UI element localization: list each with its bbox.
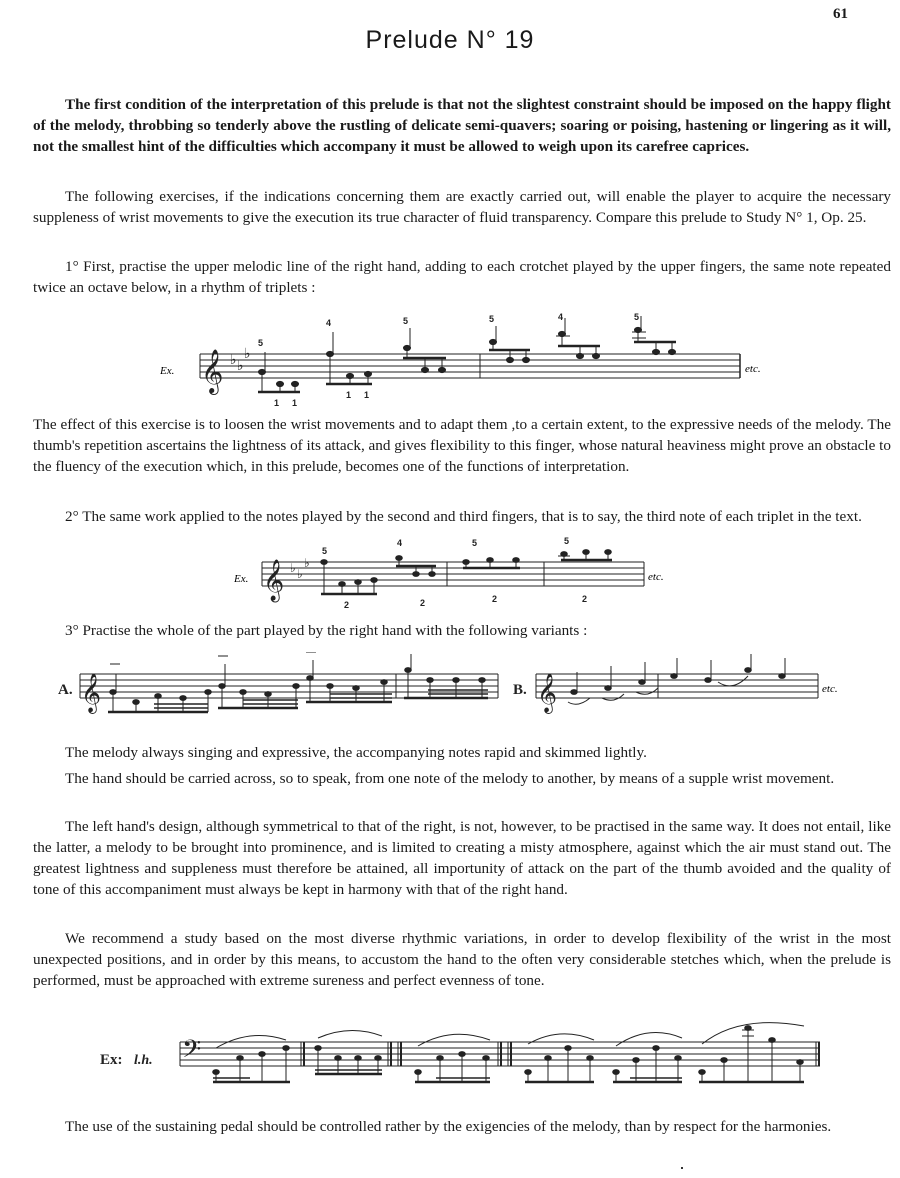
treble-clef-icon: 𝄞: [81, 673, 102, 713]
treble-clef-icon: 𝄞: [263, 560, 285, 601]
fingering-label: 5: [472, 538, 478, 548]
fingering-label: 5: [489, 314, 495, 324]
flat-icon: ♭: [244, 347, 251, 362]
paragraph-exercise-3: 3° Practise the whole of the part played by the right hand with the following variants :: [65, 622, 588, 639]
flat-icon: ♭: [230, 353, 237, 368]
music-example-3: [58, 652, 858, 732]
paragraph-left-hand: The left hand's design, although symmetrical to that of the right, is not, however, to be practised in the same way. It does not entail, like the latter, a melody to be brought into prominence, and is limited to creating a misty atmosphere, against which the air must stand out. The greatest lightness and suppleness must therefore be attained, all importunity of attack on the part of the thumb avoided and the quality of tone of this accompaniment must always be kept in harmony with that of the right hand.: [33, 818, 891, 898]
paragraph-exercise-2: 2° The same work applied to the notes played by the second and third fingers, that is to say, the third note of each triplet in the text.: [65, 508, 862, 525]
flat-icon: ♭: [237, 359, 244, 374]
page-number: 61: [833, 6, 848, 22]
fingering-label: 4: [326, 318, 332, 328]
fingering-label: 2: [420, 598, 426, 608]
fingering-label: 1: [346, 390, 352, 400]
fingering-label: 2: [492, 594, 498, 604]
flat-icon: ♭: [297, 567, 303, 581]
paragraph-exercises: The following exercises, if the indications concerning them are exactly carried out, will enable the player to acquire the necessary suppleness of wrist movements to give the execution its true character of fluid transparency. Compare this prelude to Study N° 1, Op. 25.: [33, 188, 891, 226]
music-example-2: [234, 536, 694, 612]
paragraph-pedal: The use of the sustaining pedal should be controlled rather by the exigencies of the melody, than by respect for the harmonies.: [65, 1118, 832, 1135]
example-2-etc: etc.: [648, 571, 664, 583]
page-title: Prelude N° 19: [365, 26, 535, 54]
treble-clef-icon: 𝄞: [537, 673, 558, 713]
fingering-label: 5: [403, 316, 409, 326]
fingering-label: 1: [364, 390, 370, 400]
paragraph-recommend: We recommend a study based on the most diverse rhythmic variations, in order to develop flexibility of the wrist in the most unexpected positions, and in order by this means, to accustom the hand to the often very considerable stetches which, when the prelude is performed, must be approached with extreme sureness and perfect evenness of tone.: [33, 930, 891, 989]
treble-clef-icon: 𝄞: [201, 349, 224, 393]
flat-icon: ♭: [304, 556, 310, 570]
variant-a-label: A.: [58, 682, 73, 698]
example-2-label: Ex.: [234, 573, 249, 585]
fingering-label: 2: [582, 594, 588, 604]
bass-clef-icon: 𝄢: [182, 1035, 202, 1070]
flat-icon: ♭: [290, 561, 296, 575]
example-3-etc: etc.: [822, 683, 838, 695]
paragraph-effect: The effect of this exercise is to loosen the wrist movements and to adapt them ,to a certain extent, to the expressive needs of the melody. The thumb's repetition ascertains the lightness of its attack, and gives flexibility to this finger, whose natural heaviness might prove an obstacle to the fluency of the execution which, in this prelude, becomes one of the functions of interpretation.: [33, 416, 891, 475]
fingering-label: 1: [292, 398, 298, 408]
fingering-label: 2: [344, 600, 350, 610]
fingering-label: 4: [397, 538, 403, 548]
fingering-label: 5: [634, 312, 640, 322]
fingering-label: 5: [258, 338, 264, 348]
paragraph-exercise-1: 1° First, practise the upper melodic line of the right hand, adding to each crotchet played by the upper fingers, the same note repeated twice an octave below, in a rhythm of triplets :: [33, 258, 891, 296]
fingering-label: 1: [274, 398, 280, 408]
example-4-label: Ex:: [100, 1052, 123, 1068]
paragraph-melody: The melody always singing and expressive, the accompanying notes rapid and skimmed lightly.: [65, 744, 647, 761]
left-hand-label: l.h.: [134, 1053, 153, 1068]
fingering-label: 4: [558, 312, 564, 322]
variant-b-label: B.: [513, 682, 527, 698]
paragraph-hand-carry: The hand should be carried across, so to speak, from one note of the melody to another, by means of a supple wrist movement.: [65, 770, 835, 787]
music-example-1: [160, 312, 780, 412]
fingering-label: 5: [322, 546, 328, 556]
example-1-label: Ex.: [160, 365, 175, 377]
paragraph-intro: The first condition of the interpretation of this prelude is that not the slightest constraint should be imposed on the happy flight of the melody, throbbing so tenderly above the rustling of delicate semi-quavers; soaring or poising, hastening or lingering as it will, not the smallest hint of the difficulties which accompany it must be allowed to weigh upon its carefree caprices.: [33, 96, 891, 155]
print-speck: [681, 1167, 683, 1169]
example-1-etc: etc.: [745, 363, 761, 375]
music-example-4: [100, 1018, 860, 1104]
fingering-label: 5: [564, 536, 570, 546]
